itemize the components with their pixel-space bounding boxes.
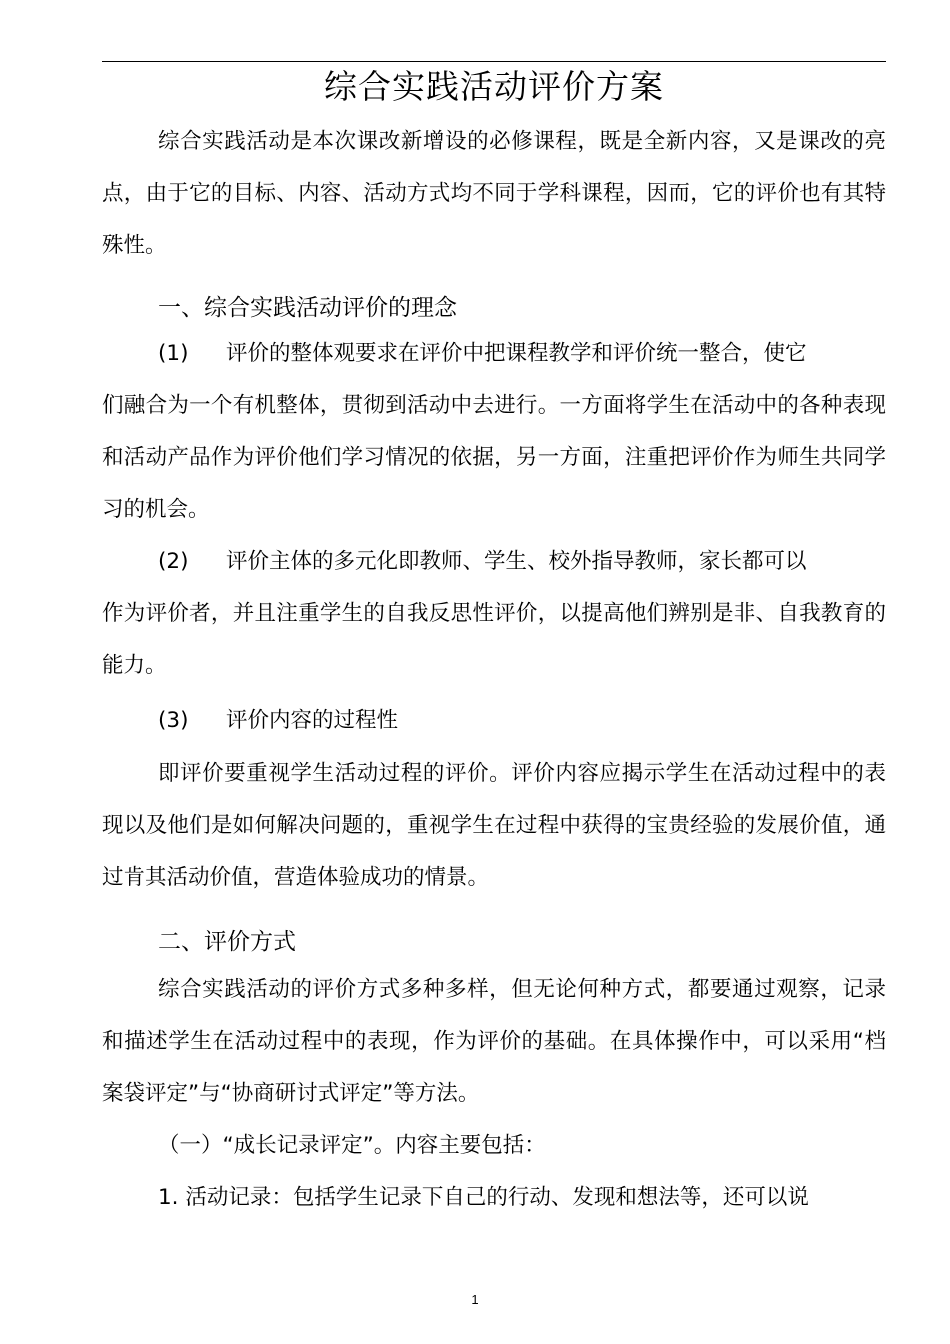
item-1-lead: 评价的整体观要求在评价中把课程教学和评价统一整合，使它 (226, 341, 807, 366)
item-3 (102, 695, 886, 747)
item-1 (102, 328, 886, 536)
section2-paragraph: 综合实践活动的评价方式多种多样，但无论何种方式，都要通过观察，记录和描述学生在活动过程中的表现，作为评价的基础。在具体操作中，可以采用“档案袋评定”与“协商研讨式评定”等方法。 (102, 977, 886, 1106)
header-rule (102, 61, 886, 62)
page-number: 1 (471, 1292, 479, 1307)
item-1-body: 们融合为一个有机整体，贯彻到活动中去进行。一方面将学生在活动中的各种表现和活动产品作为评价他们学习情况的依据，另一方面，注重把评价作为师生共同学习的机会。 (102, 393, 886, 522)
activity-record-line: 1. 活动记录：包括学生记录下自己的行动、发现和想法等，还可以说 (158, 1185, 809, 1210)
section2-heading: 二、评价方式 (158, 929, 296, 955)
item-2 (102, 536, 886, 692)
intro-paragraph: 综合实践活动是本次课改新增设的必修课程，既是全新内容，又是课改的亮点，由于它的目标、内容、活动方式均不同于学科课程，因而，它的评价也有其特殊性。 (102, 129, 886, 258)
subsection-heading: （一）“成长记录评定”。内容主要包括： (158, 1133, 546, 1158)
item-1-number: (1) (158, 341, 189, 366)
item-3-number: (3) (158, 708, 189, 733)
item-2-body: 作为评价者，并且注重学生的自我反思性评价，以提高他们辨别是非、自我教育的能力。 (102, 601, 886, 678)
item-2-number: (2) (158, 549, 189, 574)
item-3-body: 即评价要重视学生活动过程的评价。评价内容应揭示学生在活动过程中的表现以及他们是如何解决问题的，重视学生在过程中获得的宝贵经验的发展价值，通过肯其活动价值，营造体验成功的情景。 (102, 761, 886, 890)
item-2-lead: 评价主体的多元化即教师、学生、校外指导教师，家长都可以 (226, 549, 807, 574)
item-3-lead: 评价内容的过程性 (226, 708, 399, 733)
section1-heading: 一、综合实践活动评价的理念 (158, 295, 457, 321)
page-title: 综合实践活动评价方案 (324, 67, 664, 106)
